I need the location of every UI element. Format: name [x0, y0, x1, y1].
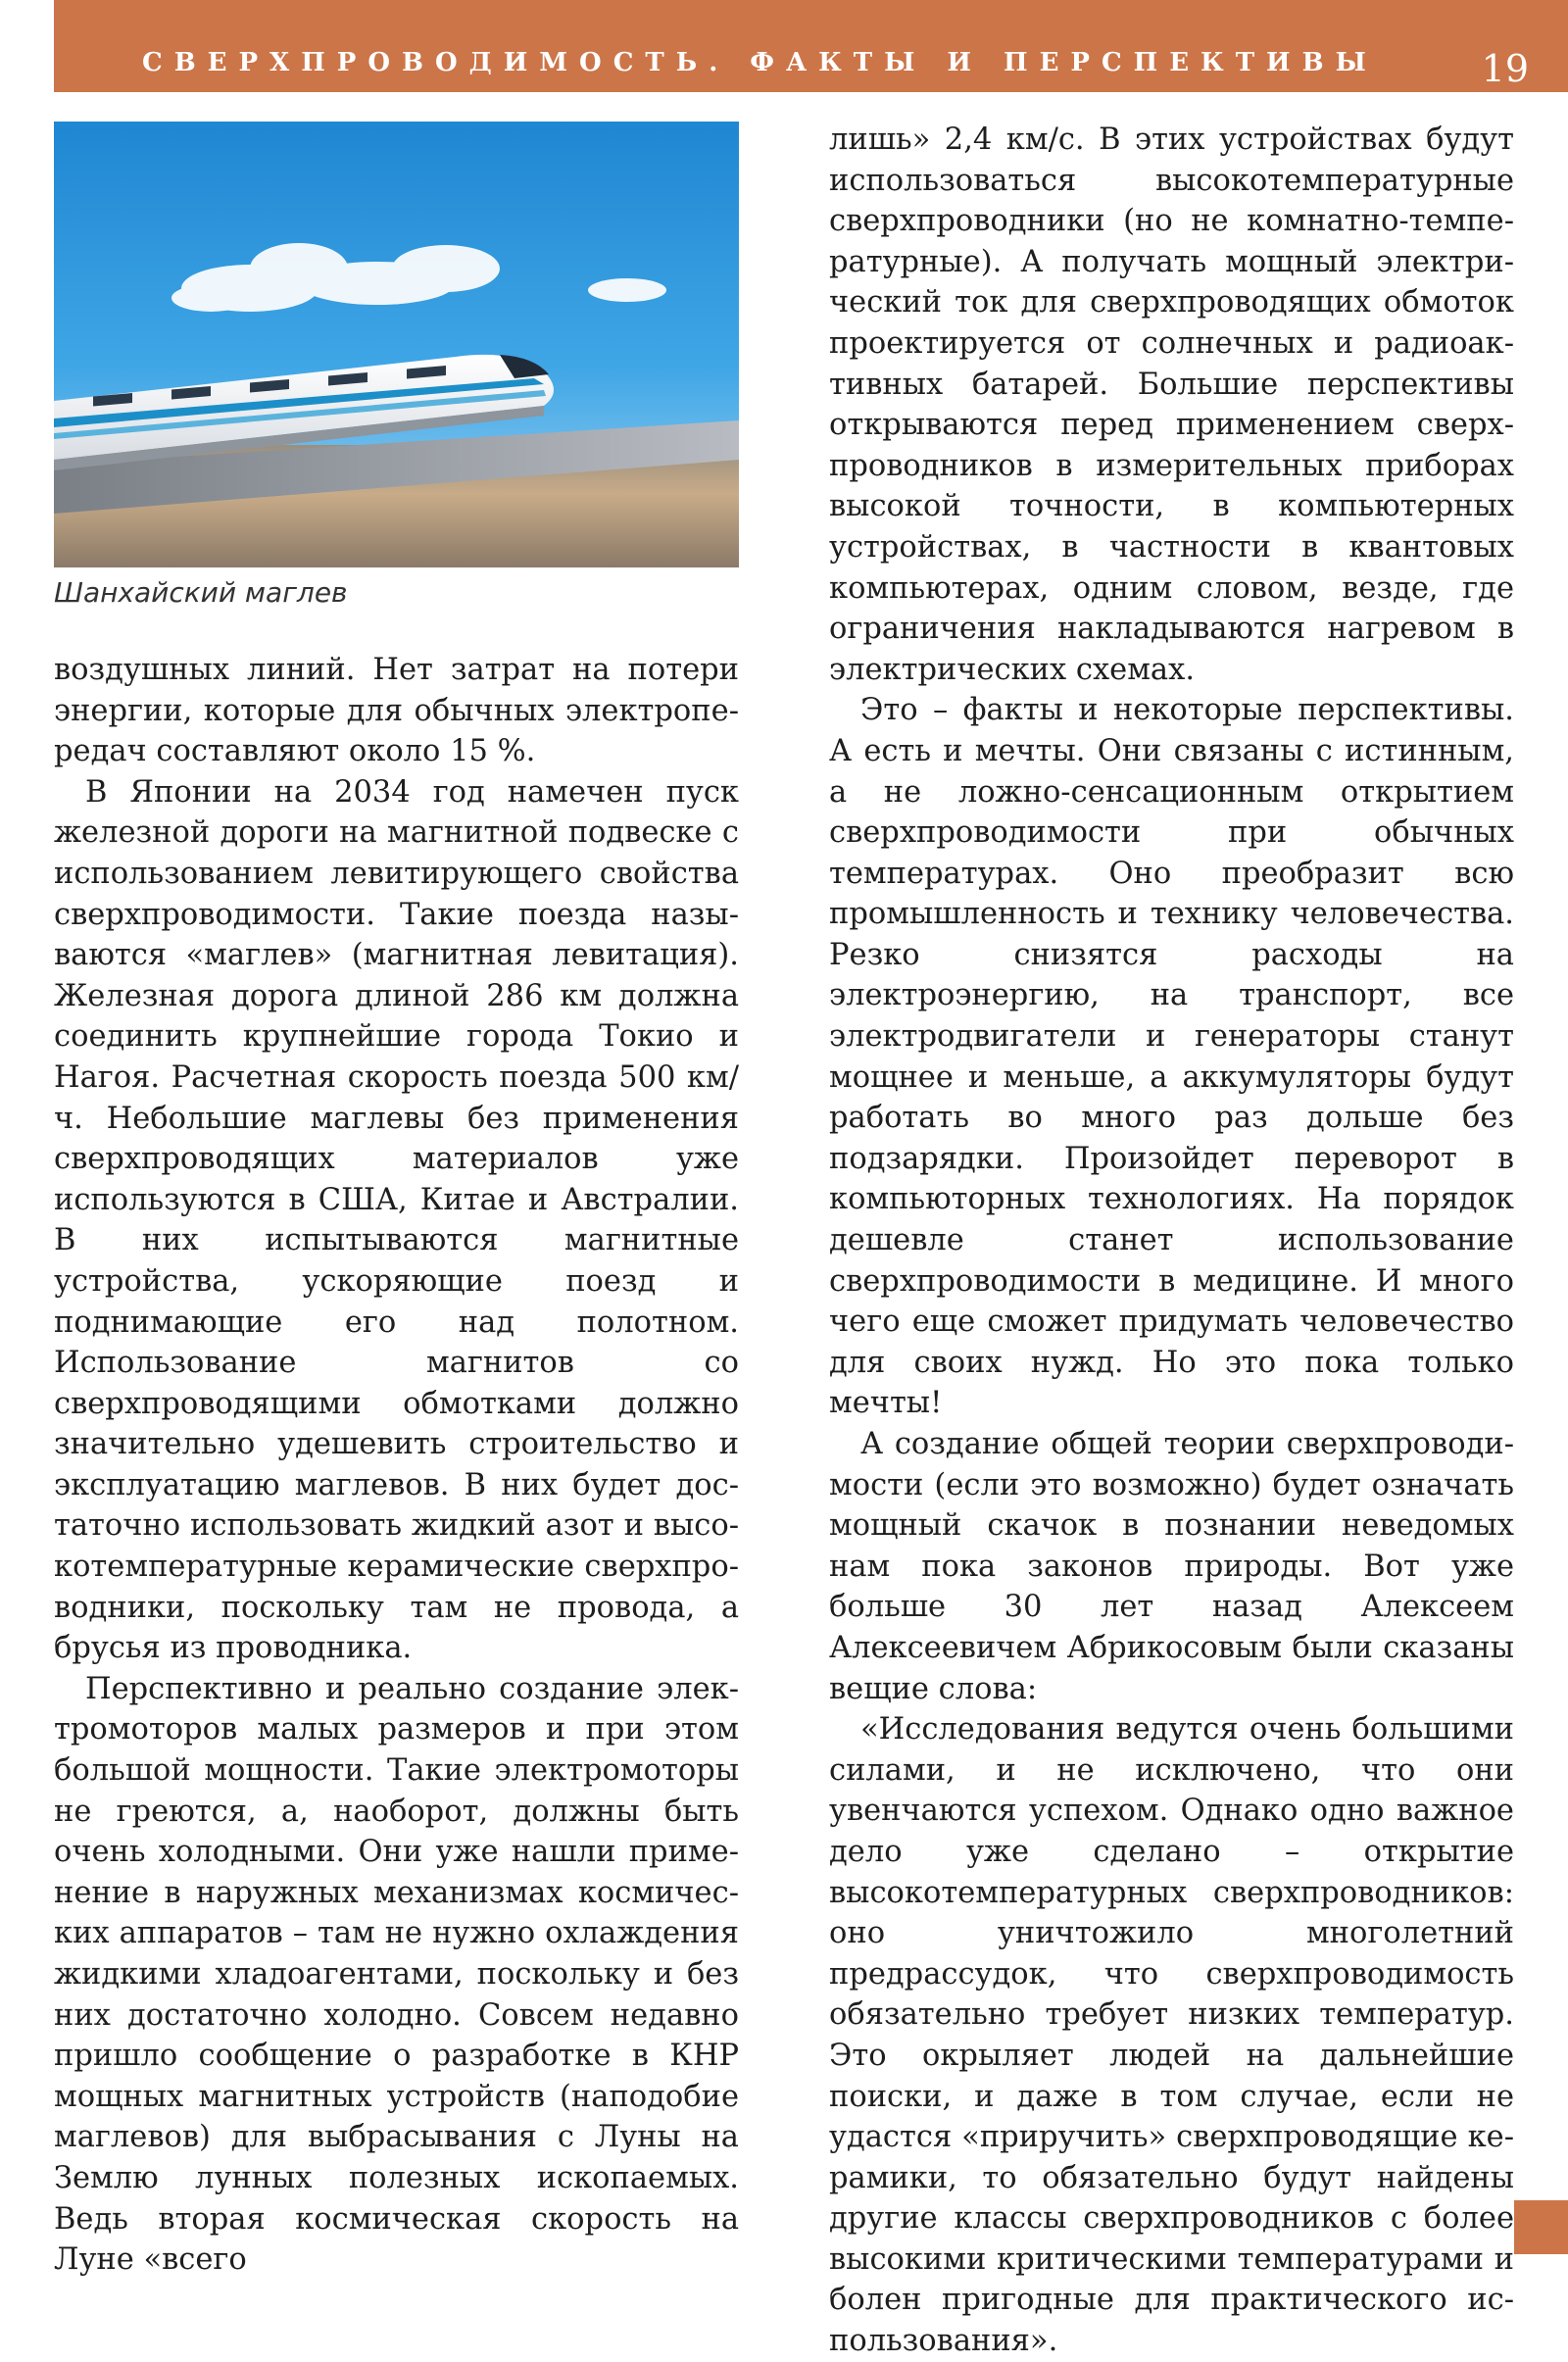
paragraph: А создание общей теории сверхпроводимости (если это возможно) будет означать мощный скачок в познании неведомых нам пока законов природы. Вот уже больше 30 лет назад Алексеем Алексеевичем Абрикосовым были сказаны вещие слова:: [829, 1427, 1514, 1706]
paragraph: Перспективно и реально создание электромоторов малых размеров и при этом большой мощности. Такие электромоторы не греются, а, наоборот, должны быть очень холодными. Они уже нашли применение в наружных механизмах космических аппаратов – там не нужно охлаждения жидкими хладоагентами, поскольку и без них достаточно холодно. Совсем недавно пришло сообщение о разработке в КНР мощных магнитных устройств (наподобие маглевов) для выбрасывания с Луны на Землю лунных полезных ископаемых. Ведь вторая космическая скорость на Луне «всего: [54, 1671, 739, 2278]
maglev-train-illustration: [54, 122, 739, 567]
running-header-title: СВЕРХПРОВОДИМОСТЬ. ФАКТЫ И ПЕРСПЕКТИВЫ: [142, 48, 1378, 77]
left-text-column: [54, 650, 739, 2281]
figure-caption: Шанхайский маглев: [54, 576, 348, 609]
right-text-column: [829, 120, 1514, 2362]
paragraph: воздушных линий. Нет затрат на потери энергии, которые для обычных электропередач составляют около 15 %.: [54, 653, 739, 769]
quote-paragraph: «Исследования ведутся очень большими силами, и не исключено, что они увенчаются успехом. Однако одно важное дело уже сделано – открытие высокотемпературных сверхпроводников: оно уничтожило многолетний предрассудок, что сверхпроводимость обязательно требует низких температур. Это окрыляет людей на дальнейшие поиски, и даже в том случае, если не удастся «приручить» сверхпроводящие керамики, то обязательно будут найдены другие классы сверхпроводников с более высокими критическими температурами и болен пригодные для практического использования».: [829, 1712, 1514, 2359]
paragraph: В Японии на 2034 год намечен пуск железной дороги на магнитной подвеске с использованием левитирующего свойства сверхпроводимости. Такие поезда называются «маглев» (магнитная левитация). Железная дорога длиной 286 км должна соединить крупнейшие города Токио и Нагоя. Расчетная скорость поезда 500 км/ч. Небольшие маглевы без применения сверхпроводящих материалов уже используются в США, Китае и Австралии. В них испытываются магнитные устройства, ускоряющие поезд и поднимающие его над полотном. Использование магнитов со сверхпроводящими обмотками должно значительно удешевить строительство и эксплуатацию маглевов. В них будет достаточно использовать жидкий азот и высокотемпературные керамические сверхпроводники, поскольку там не провода, а брусья из проводника.: [54, 774, 739, 1666]
paragraph: Это – факты и некоторые перспективы. А есть и мечты. Они связаны с истинным, а не ложно-сенсационным открытием сверхпроводимости при обычных температурах. Оно преобразит всю промышленность и технику человечества. Резко снизятся расходы на электроэнергию, на транспорт, все электродвигатели и генераторы станут мощнее и меньше, а аккумуляторы будут работать во много раз дольше без подзарядки. Произойдет переворот в компьюторных технологиях. На порядок дешевле станет использование сверхпроводимости в медицине. И много чего еще сможет придумать человечество для своих нужд. Но это пока только мечты!: [829, 693, 1514, 1421]
paragraph: лишь» 2,4 км/с. В этих устройствах будут использоваться высокотемпературные сверхпроводники (но не комнатно-температурные). А получать мощный электрический ток для сверхпроводящих обмоток проектируется от солнечных и радиоактивных батарей. Большие перспективы открываются перед применением сверхпроводников в измерительных приборах высокой точности, в компьютерных устройствах, в частности в квантовых компьютерах, одним словом, везде, где ограничения накладываются нагревом в электрических схемах.: [829, 123, 1514, 687]
page-number: 19: [1481, 47, 1529, 90]
corner-tab: [1514, 2200, 1568, 2254]
maglev-photo: [54, 122, 739, 567]
